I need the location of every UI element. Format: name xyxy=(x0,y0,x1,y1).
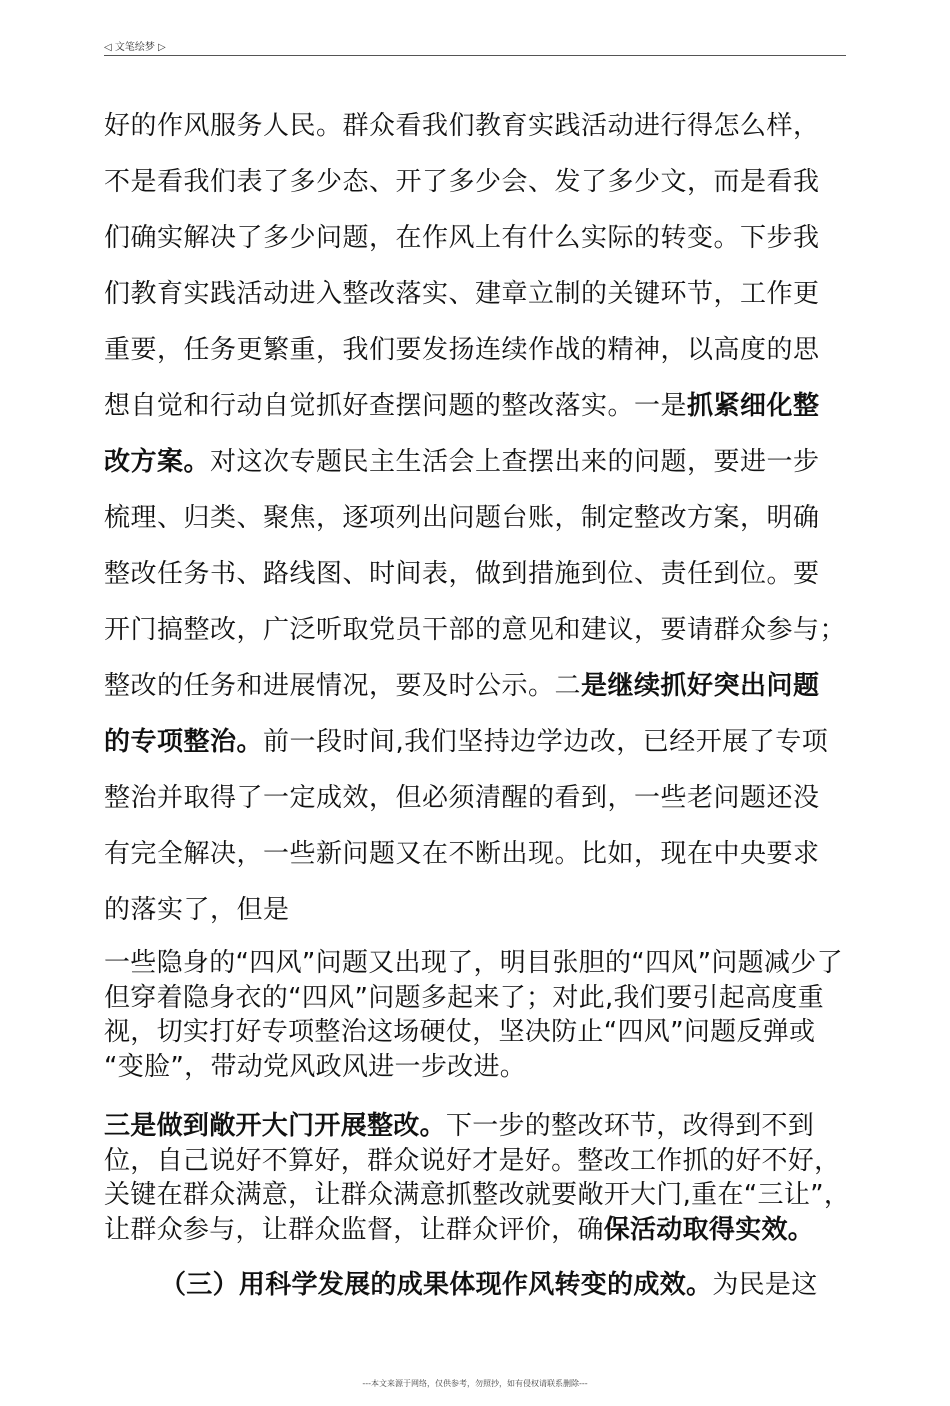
text-line: 但穿着隐身衣的“四风”问题多起来了；对此,我们要引起高度重 xyxy=(104,982,824,1013)
text-run: 让群众参与，让群众监督，让群众评价，确 xyxy=(104,1214,604,1245)
text-run: 对这次专题民主生活会上查摆出来的问题，要进一步 xyxy=(210,447,820,477)
text-line xyxy=(160,1266,920,1304)
text-line xyxy=(104,378,864,434)
text-line: 位，自己说好不算好，群众说好才是好。整改工作抓的好不好， xyxy=(104,1145,841,1176)
text-line: 一些隐身的“四风”问题又出现了，明目张胆的“四风”问题减少了 xyxy=(104,948,843,978)
text-line xyxy=(104,1109,864,1144)
text-run: 为民是这 xyxy=(712,1270,818,1300)
section-heading: （三）用科学发展的成果体现作风转变的成效。 xyxy=(160,1270,713,1300)
bold-heading: 抓紧细化整 xyxy=(687,391,820,421)
text-line: 有完全解决，一些新问题又在不断出现。比如，现在中央要求 xyxy=(104,839,820,869)
paragraph-4 xyxy=(160,1266,920,1304)
paragraph-1 xyxy=(104,98,864,938)
text-run: 前一段时间,我们坚持边学边改，已经开展了专项 xyxy=(263,727,829,757)
bold-heading: 保活动取得实效。 xyxy=(603,1214,815,1245)
text-line: 开门搞整改，广泛听取党员干部的意见和建议，要请群众参与； xyxy=(104,615,847,645)
text-line: 的落实了，但是 xyxy=(104,895,290,925)
text-run: 整改的任务和进展情况，要及时公示。二 xyxy=(104,671,582,701)
text-line: 重要，任务更繁重，我们要发扬连续作战的精神，以高度的思 xyxy=(104,335,820,365)
bold-heading: 是继续抓好突出问题 xyxy=(581,671,820,701)
bold-heading: 改方案。 xyxy=(104,447,211,477)
bold-heading: 的专项整治。 xyxy=(104,727,264,757)
text-line: 关键在群众满意，让群众满意抓整改就要敞开大门,重在“三让”， xyxy=(104,1180,851,1210)
text-line: 不是看我们表了多少态、开了多少会、发了多少文，而是看我 xyxy=(104,167,820,197)
bold-heading: 三是做到敞开大门开展整改。 xyxy=(104,1111,446,1141)
text-run: 想自觉和行动自觉抓好查摆问题的整改落实。一是 xyxy=(104,391,688,421)
text-line xyxy=(104,714,864,770)
paragraph-3 xyxy=(104,1109,864,1247)
text-line: 整改任务书、路线图、时间表，做到措施到位、责任到位。要 xyxy=(104,559,820,589)
paragraph-2 xyxy=(104,946,864,1084)
text-line: 好的作风服务人民。群众看我们教育实践活动进行得怎么样， xyxy=(104,111,820,141)
page-footer: ---本文来源于网络，仅供参考，勿照抄，如有侵权请联系删除--- xyxy=(362,1379,588,1388)
text-run: 下一步的整改环节，改得到不到 xyxy=(445,1111,815,1141)
text-line: 整治并取得了一定成效，但必须清醒的看到，一些老问题还没 xyxy=(104,783,820,813)
text-line: 视，切实打好专项整治这场硬仗，坚决防止“四风”问题反弹或 xyxy=(104,1017,816,1047)
text-line: 们教育实践活动进入整改落实、建章立制的关键环节，工作更 xyxy=(104,279,820,309)
text-line xyxy=(104,1213,864,1248)
header-divider xyxy=(104,55,846,56)
text-line: 们确实解决了多少问题，在作风上有什么实际的转变。下步我 xyxy=(104,223,820,253)
text-line xyxy=(104,658,864,714)
text-line: “变脸”，带动党风政风进一步改进。 xyxy=(104,1051,527,1082)
text-line: 梳理、归类、聚焦，逐项列出问题台账，制定整改方案，明确 xyxy=(104,503,820,533)
page-header: ◁ 文笔绘梦 ▷ xyxy=(104,42,166,53)
text-line xyxy=(104,434,864,490)
